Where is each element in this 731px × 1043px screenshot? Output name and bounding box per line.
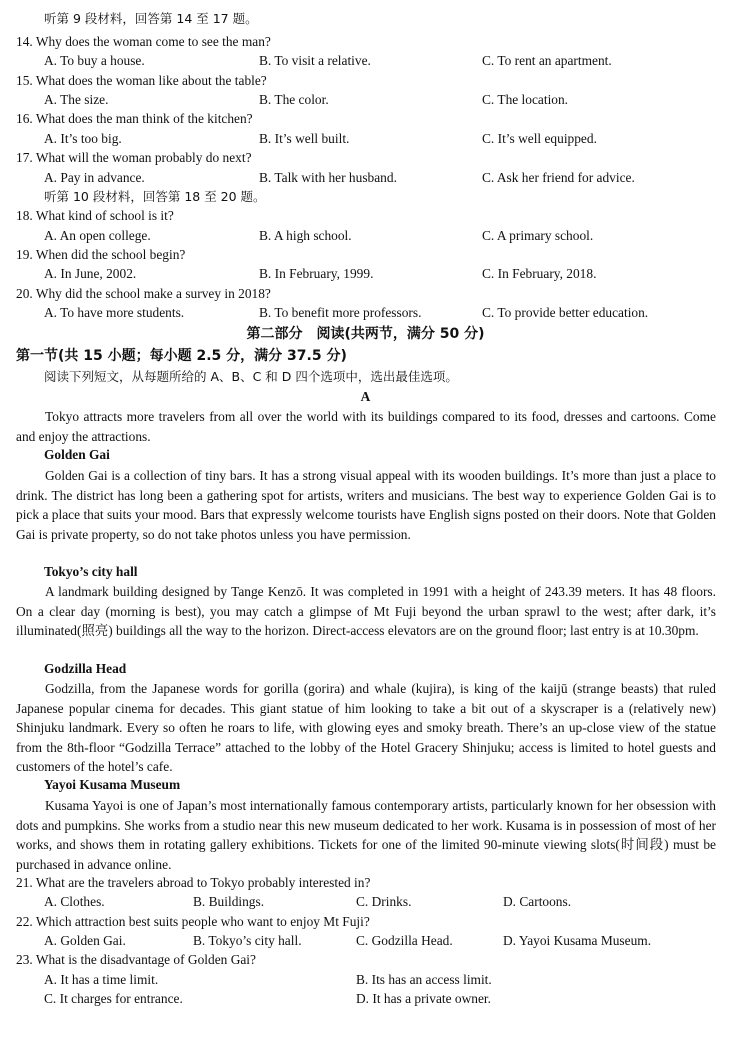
question-14-option-c: C. To rent an apartment.	[482, 53, 612, 68]
passage-intro: Tokyo attracts more travelers from all over the world with its buildings compared to its food, dresses and cartoons. Come and enjoy the attractions.	[16, 409, 716, 444]
question-14-stem: 14. Why does the woman come to see the man?	[16, 34, 271, 49]
question-18-option-b: B. A high school.	[259, 228, 352, 243]
question-19-option-b: B. In February, 1999.	[259, 266, 374, 281]
question-14-option-a: A. To buy a house.	[44, 53, 145, 68]
question-18-stem: 18. What kind of school is it?	[16, 208, 174, 223]
question-15-option-a: A. The size.	[44, 92, 109, 107]
question-15-option-b: B. The color.	[259, 92, 329, 107]
heading-city-hall: Tokyo’s city hall	[44, 564, 138, 579]
question-16-stem: 16. What does the man think of the kitchen?	[16, 111, 253, 126]
question-21-option-c: C. Drinks.	[356, 894, 412, 909]
question-19-option-c: C. In February, 2018.	[482, 266, 597, 281]
part-two-title: 第二部分 阅读(共两节，满分 50 分)	[246, 326, 485, 342]
listening-intro-9: 听第 9 段材料，回答第 14 至 17 题。	[44, 11, 258, 26]
question-22-option-b: B. Tokyo’s city hall.	[193, 933, 302, 948]
question-23-option-c: C. It charges for entrance.	[44, 991, 183, 1006]
question-23-stem: 23. What is the disadvantage of Golden Gai?	[16, 952, 256, 967]
question-22-option-a: A. Golden Gai.	[44, 933, 126, 948]
paragraph-kusama-museum: Kusama Yayoi is one of Japan’s most internationally famous contemporary artists, particularly known for her obsession with dots and pumpkins. She works from a studio near this new museum dedicated to her work. Kusama is in possession of most of her works, and shows them in rotating gallery exhibitions. Tickets for one of the limited 90-minute viewing slots(时间段) must be purchased in advance online.	[16, 798, 716, 872]
listening-intro-10: 听第 10 段材料，回答第 18 至 20 题。	[44, 189, 266, 204]
question-22-option-d: D. Yayoi Kusama Museum.	[503, 933, 652, 948]
question-21-option-b: B. Buildings.	[193, 894, 265, 909]
question-17-option-a: A. Pay in advance.	[44, 170, 145, 185]
question-21-option-d: D. Cartoons.	[503, 894, 572, 909]
section-one-title: 第一节(共 15 小题；每小题 2.5 分，满分 37.5 分)	[16, 348, 347, 364]
passage-label: A	[360, 389, 371, 404]
question-23-option-d: D. It has a private owner.	[356, 991, 491, 1006]
heading-kusama-museum: Yayoi Kusama Museum	[44, 777, 181, 792]
question-15-stem: 15. What does the woman like about the table?	[16, 73, 267, 88]
question-15-option-c: C. The location.	[482, 92, 569, 107]
question-17-option-b: B. Talk with her husband.	[259, 170, 397, 185]
question-17-stem: 17. What will the woman probably do next?	[16, 150, 252, 165]
question-19-stem: 19. When did the school begin?	[16, 247, 186, 262]
heading-golden-gai: Golden Gai	[44, 447, 110, 462]
question-20-option-b: B. To benefit more professors.	[259, 305, 422, 320]
question-16-option-b: B. It’s well built.	[259, 131, 350, 146]
question-21-stem: 21. What are the travelers abroad to Tokyo probably interested in?	[16, 875, 371, 890]
heading-godzilla-head: Godzilla Head	[44, 661, 127, 676]
paragraph-godzilla-head: Godzilla, from the Japanese words for gorilla (gorira) and whale (kujira), is king of the kaijū (strange beasts) that ruled Japanese popular cinema for decades. This giant statue of him looking to take a bit out of a skyscraper is a (relatively new) Shinjuku landmark. Every so often he roars to life, with glowing eyes and smoky breath. There’s an up-close view of the statue from the 8th-floor “Godzilla Terrace” attached to the lobby of the Hotel Gracery Shinjuku; access is limited to hotel guests and customers of the hotel’s cafe.	[16, 681, 716, 774]
question-20-option-a: A. To have more students.	[44, 305, 185, 320]
question-23-option-b: B. Its has an access limit.	[356, 972, 492, 987]
question-16-option-c: C. It’s well equipped.	[482, 131, 597, 146]
question-18-option-c: C. A primary school.	[482, 228, 594, 243]
reading-instructions: 阅读下列短文，从每题所给的 A、B、C 和 D 四个选项中，选出最佳选项。	[44, 369, 458, 384]
question-22-option-c: C. Godzilla Head.	[356, 933, 453, 948]
question-17-option-c: C. Ask her friend for advice.	[482, 170, 635, 185]
question-16-option-a: A. It’s too big.	[44, 131, 122, 146]
question-23-option-a: A. It has a time limit.	[44, 972, 159, 987]
question-14-option-b: B. To visit a relative.	[259, 53, 371, 68]
paragraph-city-hall: A landmark building designed by Tange Kenzō. It was completed in 1991 with a height of 243.39 meters. It has 48 floors. On a clear day (morning is best), you may catch a glimpse of Mt Fuji beyond the urban sprawl to the west; after dark, it’s illuminated(照亮) buildings all the way to the horizon. Direct-access elevators are on the ground floor; last entry is at 10.30pm.	[16, 584, 716, 638]
question-19-option-a: A. In June, 2002.	[44, 266, 137, 281]
question-22-stem: 22. Which attraction best suits people who want to enjoy Mt Fuji?	[16, 914, 370, 929]
paragraph-golden-gai: Golden Gai is a collection of tiny bars. It has a strong visual appeal with its wooden buildings. It’s more than just a place to drink. The district has long been a gathering spot for artists, writers and musicians. The best way to experience Golden Gai is to pick a place that suits your mood. Bars that expressly welcome tourists have English signs posted on their doors. Note that Golden Gai is private property, so do not take photos unless you have permission.	[16, 468, 716, 542]
question-20-option-c: C. To provide better education.	[482, 305, 649, 320]
question-18-option-a: A. An open college.	[44, 228, 151, 243]
question-21-option-a: A. Clothes.	[44, 894, 105, 909]
question-20-stem: 20. Why did the school make a survey in 2018?	[16, 286, 271, 301]
